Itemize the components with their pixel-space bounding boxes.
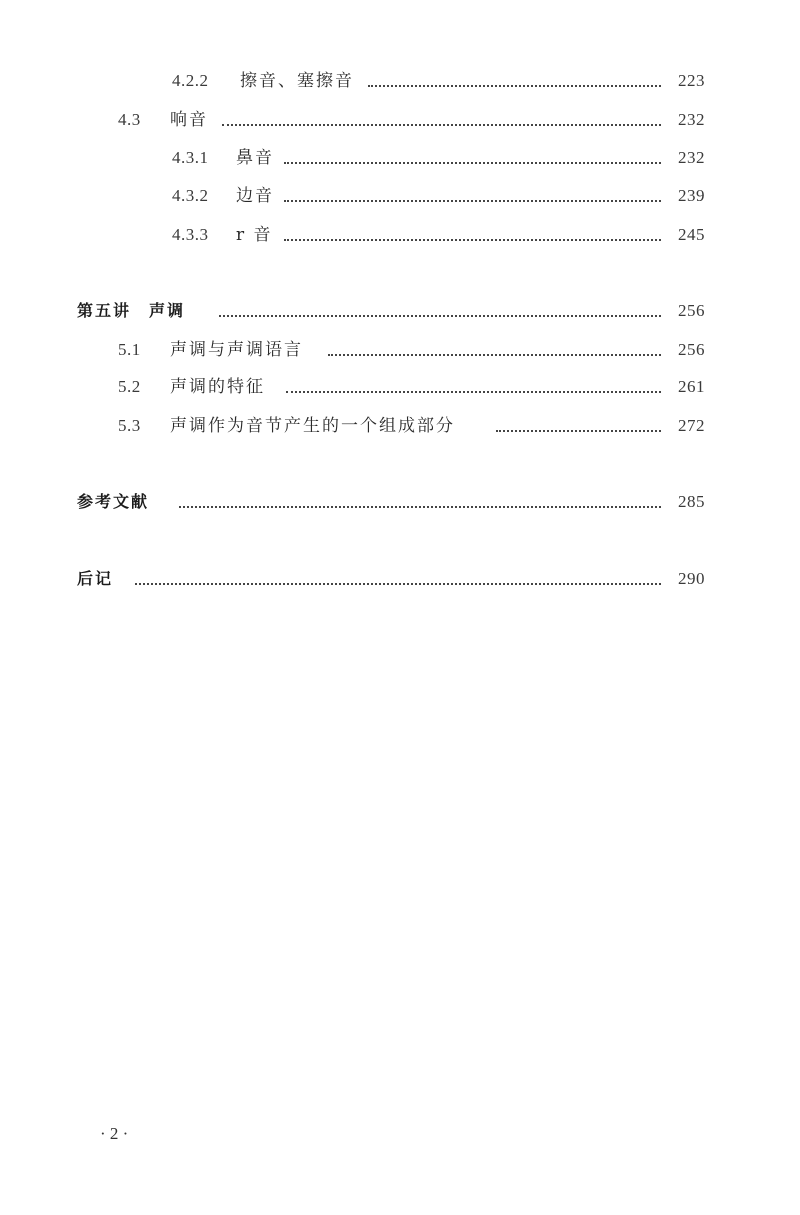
entry-number: 4.2.2 xyxy=(172,71,209,90)
toc-entry-4-3-1 xyxy=(172,144,705,172)
entry-page: 239 xyxy=(678,186,705,205)
entry-page: 232 xyxy=(678,148,705,167)
entry-title: r 音 xyxy=(236,225,273,245)
dot-leader xyxy=(284,186,661,202)
chapter-title: 第五讲 声调 xyxy=(77,301,186,320)
references-title: 参考文献 xyxy=(77,492,150,511)
entry-number: 5.2 xyxy=(118,377,141,396)
toc-afterword xyxy=(77,565,705,593)
entry-number: 5.3 xyxy=(118,416,141,435)
toc-entry-4-3 xyxy=(118,106,705,134)
entry-number: 4.3.2 xyxy=(172,186,209,205)
entry-page: 232 xyxy=(678,110,705,129)
dot-leader xyxy=(135,569,661,585)
toc-entry-4-3-3 xyxy=(172,221,705,249)
dot-leader xyxy=(286,377,661,393)
toc-entry-5-1 xyxy=(118,336,705,364)
dot-leader xyxy=(284,225,661,241)
entry-title: 声调的特征 xyxy=(170,377,265,397)
entry-page: 223 xyxy=(678,71,705,90)
entry-page: 256 xyxy=(678,301,705,320)
dot-leader xyxy=(496,416,661,432)
dot-leader xyxy=(222,110,661,126)
entry-page: 256 xyxy=(678,340,705,359)
entry-title: 鼻音 xyxy=(236,148,274,168)
dot-leader xyxy=(179,492,661,508)
page-number: · 2 · xyxy=(100,1124,129,1143)
dot-leader xyxy=(368,71,661,87)
entry-title: 声调作为音节产生的一个组成部分 xyxy=(170,416,455,436)
entry-number: 5.1 xyxy=(118,340,141,359)
entry-page: 261 xyxy=(678,377,705,396)
entry-page: 272 xyxy=(678,416,705,435)
entry-title: 边音 xyxy=(236,186,274,206)
entry-number: 4.3.1 xyxy=(172,148,209,167)
toc-chapter-5 xyxy=(77,297,705,325)
entry-number: 4.3.3 xyxy=(172,225,209,244)
afterword-title: 后记 xyxy=(77,569,114,588)
entry-title: 擦音、塞擦音 xyxy=(240,71,354,91)
entry-title: 声调与声调语言 xyxy=(170,340,303,360)
toc-entry-5-3 xyxy=(118,412,705,440)
dot-leader xyxy=(284,148,661,164)
toc-entry-4-2-2 xyxy=(172,67,705,95)
toc-entry-4-3-2 xyxy=(172,182,705,210)
entry-page: 290 xyxy=(678,569,705,588)
toc-references xyxy=(77,488,705,516)
entry-title: 响音 xyxy=(170,110,208,130)
entry-page: 285 xyxy=(678,492,705,511)
entry-page: 245 xyxy=(678,225,705,244)
toc-entry-5-2 xyxy=(118,373,705,401)
dot-leader xyxy=(328,340,661,356)
entry-number: 4.3 xyxy=(118,110,141,129)
dot-leader xyxy=(219,301,661,317)
